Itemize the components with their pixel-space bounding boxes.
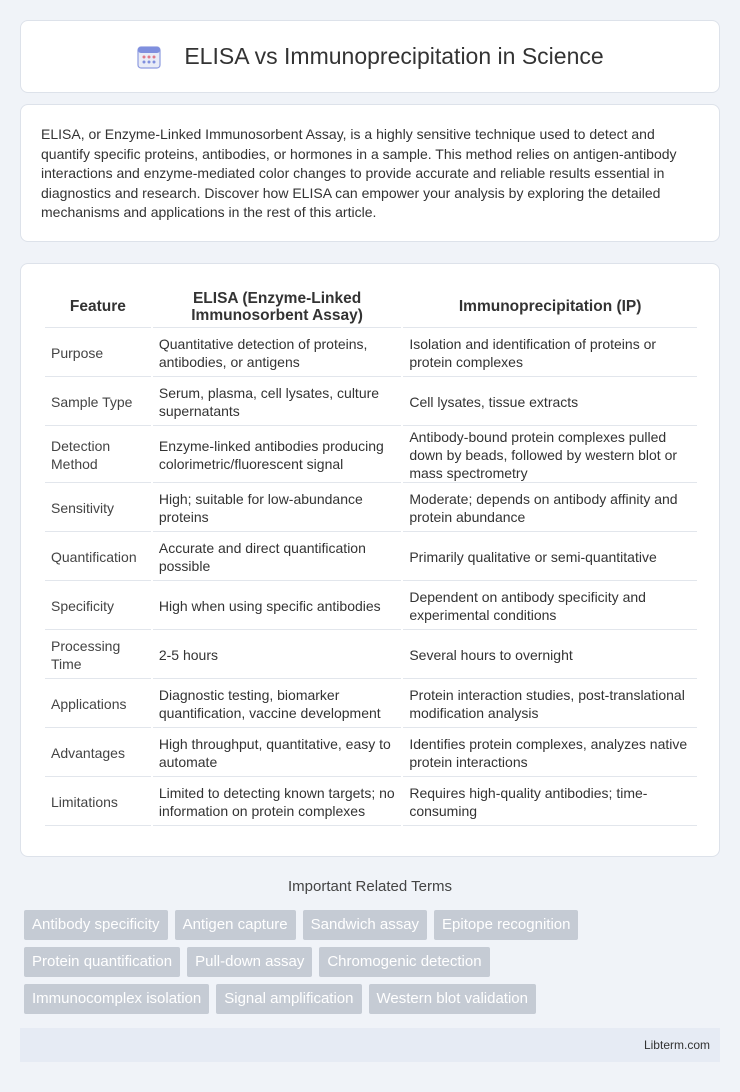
cell-ip: Protein interaction studies, post-translational modification analysis: [403, 681, 697, 728]
table-row: [45, 330, 697, 377]
related-term-tag[interactable]: Chromogenic detection: [319, 947, 489, 977]
cell-feature: Processing Time: [45, 632, 151, 679]
cell-elisa: High when using specific antibodies: [153, 583, 401, 630]
cell-ip: Dependent on antibody specificity and experimental conditions: [403, 583, 697, 630]
header-feature: Feature: [45, 286, 151, 328]
related-term-tag[interactable]: Signal amplification: [216, 984, 361, 1014]
tag-row: [24, 947, 724, 977]
table-row: [45, 779, 697, 826]
table-row: [45, 428, 697, 483]
cell-elisa: Enzyme-linked antibodies producing colorimetric/fluorescent signal: [153, 428, 401, 483]
calendar-grid-icon: [136, 44, 162, 70]
tag-row: [24, 910, 724, 940]
cell-elisa: 2-5 hours: [153, 632, 401, 679]
cell-feature: Sample Type: [45, 379, 151, 426]
table-header-row: [45, 286, 697, 328]
footer: [20, 1028, 720, 1062]
cell-feature: Limitations: [45, 779, 151, 826]
related-term-tag[interactable]: Sandwich assay: [303, 910, 427, 940]
related-term-tag[interactable]: Pull-down assay: [187, 947, 312, 977]
cell-feature: Applications: [45, 681, 151, 728]
table-row: [45, 534, 697, 581]
table-row: [45, 632, 697, 679]
related-term-tag[interactable]: Antibody specificity: [24, 910, 168, 940]
cell-ip: Cell lysates, tissue extracts: [403, 379, 697, 426]
cell-elisa: High; suitable for low-abundance proteins: [153, 485, 401, 532]
header-elisa: ELISA (Enzyme-Linked Immunosorbent Assay): [153, 286, 401, 328]
cell-elisa: Limited to detecting known targets; no information on protein complexes: [153, 779, 401, 826]
cell-feature: Detection Method: [45, 428, 151, 483]
cell-elisa: Serum, plasma, cell lysates, culture supernatants: [153, 379, 401, 426]
table-row: [45, 485, 697, 532]
page-title: ELISA vs Immunoprecipitation in Science: [184, 43, 604, 69]
header-ip: Immunoprecipitation (IP): [403, 286, 697, 328]
comparison-table: [43, 284, 699, 828]
cell-feature: Sensitivity: [45, 485, 151, 532]
table-row: [45, 379, 697, 426]
related-terms: [24, 910, 724, 1021]
cell-ip: Antibody-bound protein complexes pulled down by beads, followed by western blot or mass spectrometry: [403, 428, 697, 483]
cell-ip: Requires high-quality antibodies; time-consuming: [403, 779, 697, 826]
cell-elisa: Quantitative detection of proteins, antibodies, or antigens: [153, 330, 401, 377]
cell-ip: Primarily qualitative or semi-quantitative: [403, 534, 697, 581]
related-term-tag[interactable]: Immunocomplex isolation: [24, 984, 209, 1014]
cell-ip: Several hours to overnight: [403, 632, 697, 679]
comparison-table-card: [20, 263, 720, 857]
cell-ip: Moderate; depends on antibody affinity and protein abundance: [403, 485, 697, 532]
cell-feature: Quantification: [45, 534, 151, 581]
tag-row: [24, 984, 724, 1014]
cell-elisa: Accurate and direct quantification possible: [153, 534, 401, 581]
table-row: [45, 730, 697, 777]
table-row: [45, 681, 697, 728]
cell-elisa: High throughput, quantitative, easy to automate: [153, 730, 401, 777]
cell-ip: Identifies protein complexes, analyzes native protein interactions: [403, 730, 697, 777]
table-row: [45, 583, 697, 630]
header-card: [20, 20, 720, 93]
related-terms-title: Important Related Terms: [288, 878, 452, 895]
cell-feature: Advantages: [45, 730, 151, 777]
related-term-tag[interactable]: Protein quantification: [24, 947, 180, 977]
cell-feature: Specificity: [45, 583, 151, 630]
related-term-tag[interactable]: Western blot validation: [369, 984, 536, 1014]
cell-feature: Purpose: [45, 330, 151, 377]
footer-link[interactable]: Libterm.com: [643, 1038, 710, 1052]
cell-elisa: Diagnostic testing, biomarker quantification, vaccine development: [153, 681, 401, 728]
related-term-tag[interactable]: Antigen capture: [175, 910, 296, 940]
intro-text: ELISA, or Enzyme-Linked Immunosorbent Assay, is a highly sensitive technique used to detect and quantify specific proteins, antibodies, or hormones in a sample. This method relies on antigen-antibody interactions and enzyme-mediated color changes to provide accurate and reliable results essential in diagnostics and research. Discover how ELISA can empower your analysis by exploring the detailed mechanisms and applications in the rest of this article.: [41, 126, 677, 220]
intro-card: [20, 104, 720, 242]
related-term-tag[interactable]: Epitope recognition: [434, 910, 578, 940]
cell-ip: Isolation and identification of proteins or protein complexes: [403, 330, 697, 377]
